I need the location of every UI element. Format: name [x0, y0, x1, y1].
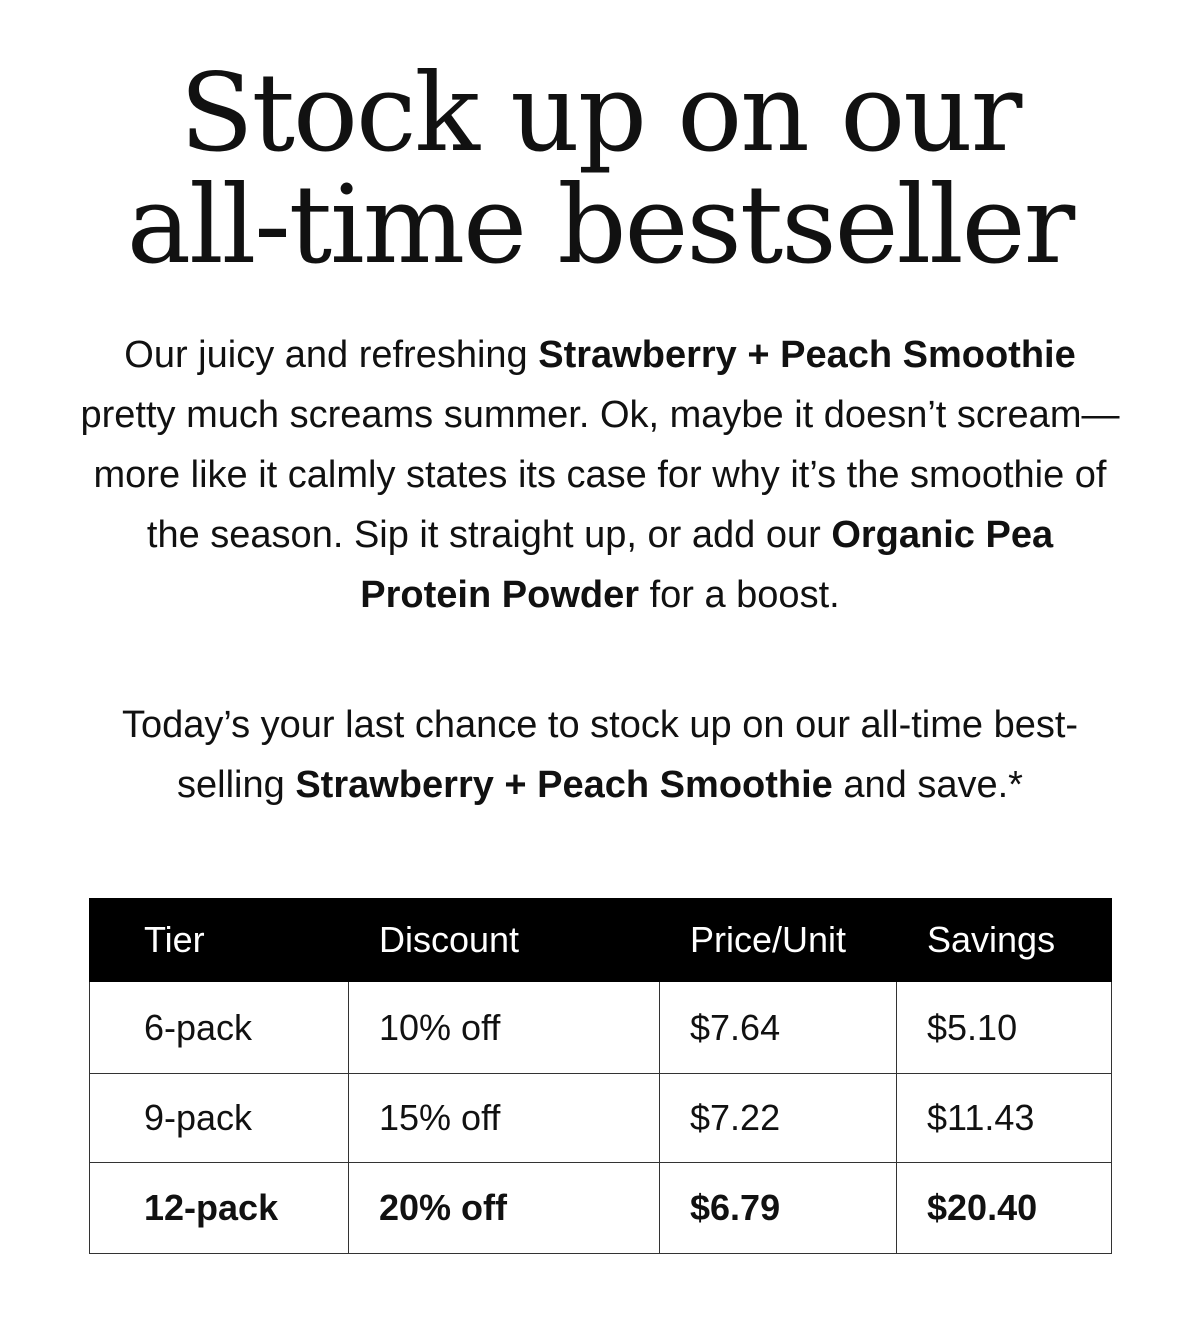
headline-line-2: all-time bestseller [126, 163, 1074, 288]
header-tier: Tier [90, 899, 349, 982]
pricing-table-header-row [90, 899, 1112, 982]
price-per-unit-cell: $7.64 [660, 982, 897, 1074]
cta-paragraph [80, 695, 1120, 815]
pricing-table [89, 898, 1112, 1254]
discount-cell: 20% off [349, 1163, 660, 1254]
price-per-unit-cell: $7.22 [660, 1074, 897, 1163]
header-price-per-unit: Price/Unit [660, 899, 897, 982]
cta-product-name: Strawberry + Peach Smoothie [295, 764, 833, 806]
table-row [90, 1074, 1112, 1163]
header-savings: Savings [897, 899, 1112, 982]
intro-text-3: for a boost. [639, 574, 840, 616]
cta-text-2: and save.* [832, 764, 1023, 806]
tier-cell: 6-pack [90, 982, 349, 1074]
table-row [90, 982, 1112, 1074]
headline [0, 51, 1200, 288]
price-per-unit-cell: $6.79 [660, 1163, 897, 1254]
header-discount: Discount [349, 899, 660, 982]
discount-cell: 10% off [349, 982, 660, 1074]
headline-line-1: Stock up on our [179, 51, 1021, 176]
intro-paragraph [80, 325, 1120, 625]
savings-cell: $20.40 [897, 1163, 1112, 1254]
savings-cell: $11.43 [897, 1074, 1112, 1163]
table-row-featured [90, 1163, 1112, 1254]
cta-text-1: Today’s your last chance to stock up on our all-time best-selling [121, 704, 1079, 806]
tier-cell: 12-pack [90, 1163, 349, 1254]
intro-addon-name: Organic Pea Protein Powder [360, 514, 1054, 616]
savings-cell: $5.10 [897, 982, 1112, 1074]
tier-cell: 9-pack [90, 1074, 349, 1163]
intro-product-name: Strawberry + Peach Smoothie [538, 334, 1076, 376]
discount-cell: 15% off [349, 1074, 660, 1163]
intro-text-1: Our juicy and refreshing [124, 334, 539, 376]
intro-text-2: pretty much screams summer. Ok, maybe it doesn’t scream—more like it calmly states its case for why it’s the smoothie of the season. Sip it straight up, or add our [80, 394, 1120, 556]
